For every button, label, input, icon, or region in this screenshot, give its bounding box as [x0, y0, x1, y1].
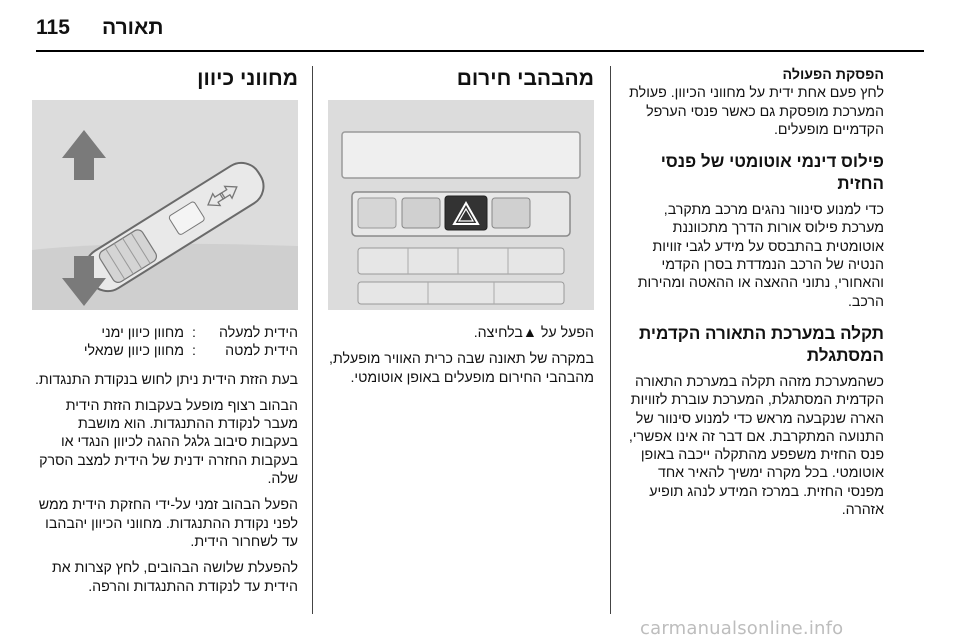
dynamic-leveling-text: כדי למנוע סינוור נהגים מרכב מתקרב, מערכת פילוס אורות הדרך מתכווננת אוטומטית בהתבסס על מידע לגבי זוויות הנטיה של הרכב הנמדדת בסרן הקדמי והאחורי, נתוני ההאצה או ההאטה ומהירות הרכב. [637, 202, 884, 310]
legend-term-up: הידית למעלה [218, 325, 298, 341]
fault-text: כשהמערכת מזהה תקלה במערכת התאורה הקדמית המסתגלת, המערכת עוברת לזוויות הארה שנקבעה מראש כדי למנוע סינוור של התנועה המתקרבת. אם דבר זה אינו אפשרי, פנס החזית משפפע מהתקלה ייכבה באופן אוטומטי. בכל מקרה ימשיך להאיר אחד מפנסי החזית. במרכז המידע לנהג תופיע אזהרה. [628, 373, 884, 519]
hazard-symbol-icon: ▲ [522, 325, 537, 341]
column-divider-right [610, 66, 611, 614]
stop-heading: הפסקת הפעולה [782, 67, 884, 83]
turn-signal-figure [32, 100, 298, 310]
turn-signal-lever-illustration [32, 100, 298, 310]
page-number: 115 [36, 16, 70, 39]
turn-signal-p1: בעת הזזת הידית ניתן לחוש בנקודת התנגדות. [35, 371, 298, 388]
turn-signal-p4: להפעלת שלושה הבהובים, לחץ קצרות את הידית עד לנקודת ההתנגדות והרפה. [52, 560, 298, 595]
legend-row-up [30, 324, 298, 342]
legend-colon: : [192, 343, 196, 360]
hazard-caption-tail: בלחיצה [477, 325, 523, 341]
turn-signal-p3: הפעל הבהוב זמני על-ידי החזקת הידית ממש לפני נקודת ההתנגדות. מחווני הכיוון יהבהבו עד לשחרור הידית. [38, 497, 298, 550]
legend-desc-up: מחוון כיוון ימני [101, 325, 184, 341]
turn-signal-p2: הבהוב רצוף מופעל בעקבות הזזת הידית מעבר לנקודת ההתנגדות. הוא מושבת בעקבות סיבוב גלגל ההגה לכיוון הנגדי או בעקבות החזרה ידנית של הידית למצב הסרק שלה. [39, 397, 298, 488]
hazard-heading: מהבהבי חירום [456, 67, 594, 90]
header-rule [36, 50, 924, 52]
column-divider-left [312, 66, 313, 614]
legend-row-down [30, 342, 298, 360]
dynamic-leveling-heading: פילוס דינמי אוטומטי של פנסי החזית [660, 152, 884, 194]
hazard-caption-verb: הפעל על [540, 325, 594, 341]
hazard-dashboard-illustration [328, 100, 594, 310]
page-header [0, 12, 960, 52]
watermark: carmanualsonline.info [640, 618, 844, 639]
stop-text: לחץ פעם אחת ידית על מחווני הכיוון. פעולת המערכת מופסקת גם כאשר פנסי הערפל הקדמיים מופעלים. [629, 85, 884, 138]
chapter-title: תאורה [102, 16, 164, 39]
fault-heading: תקלה במערכת התאורה הקדמית המסתגלת [639, 323, 884, 365]
hazard-caption: הפעל על ▲בלחיצה. [473, 325, 594, 341]
hazard-button-figure [328, 100, 594, 310]
legend-term-down: הידית למטה [225, 343, 298, 360]
legend-desc-down: מחוון כיוון שמאלי [83, 343, 184, 360]
right-column [626, 66, 884, 527]
turn-signal-heading: מחווני כיוון [197, 67, 298, 90]
hazard-text: במקרה של תאונה שבה כרית האוויר מופעלת, מהבהבי החירום מופעלים באופן אוטומטי. [329, 351, 594, 386]
left-column [30, 66, 298, 604]
legend-colon: : [192, 325, 196, 341]
middle-column [328, 66, 594, 395]
